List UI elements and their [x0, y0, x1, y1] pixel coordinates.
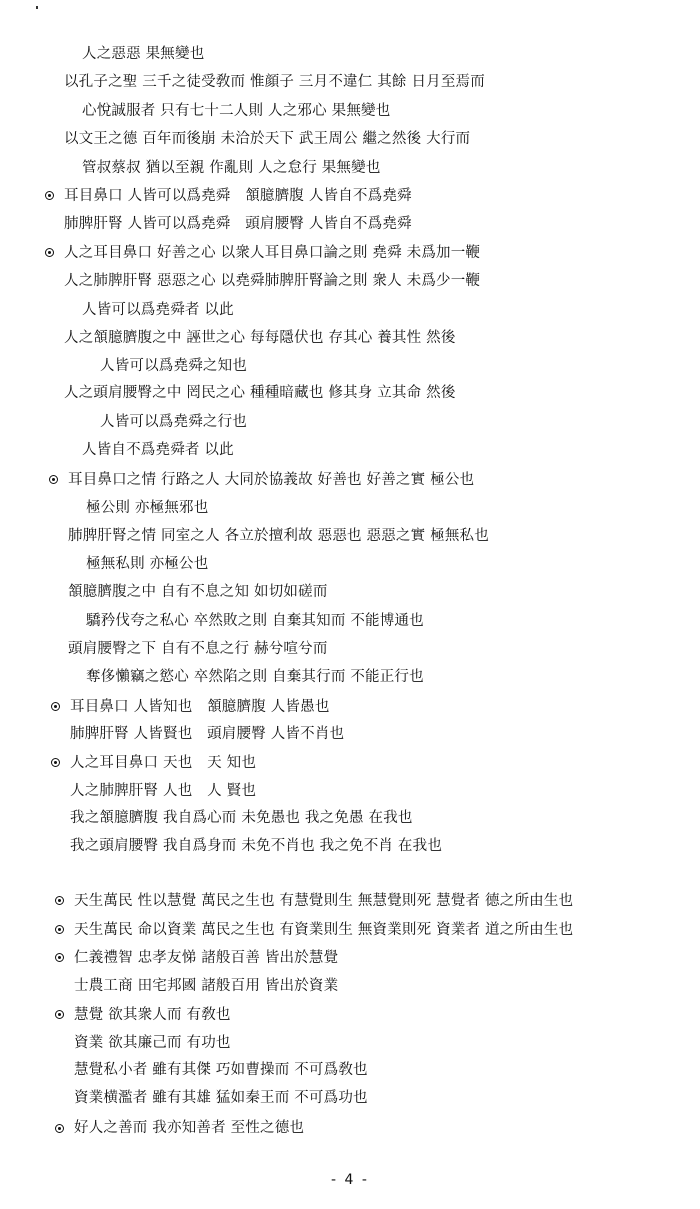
circle-bullet-icon: [51, 758, 60, 767]
text-line: 慧覺 欲其衆人而 有敎也: [74, 1007, 231, 1023]
text-line: 我之頭肩腰臀 我自爲身而 未免不肖也 我之免不肖 在我也: [70, 838, 443, 854]
text-line: 人皆可以爲堯舜之行也: [100, 414, 247, 430]
text-line: 仁義禮智 忠孝友悌 諸般百善 皆出於慧覺: [74, 950, 339, 966]
text-line: 以孔子之聖 三千之徒受敎而 惟顔子 三月不違仁 其餘 日月至焉而: [64, 74, 485, 90]
text-line: 人之惡惡 果無變也: [82, 46, 205, 62]
text-line: 頭肩腰臀之下 自有不息之行 赫兮喧兮而: [68, 641, 328, 657]
text-line: 肺脾肝腎 人皆賢也 頭肩腰臀 人皆不肖也: [70, 726, 345, 742]
scan-mark: [36, 6, 38, 9]
text-line: 慧覺私小者 雖有其傑 巧如曹操而 不可爲敎也: [74, 1062, 368, 1078]
text-line: 管叔蔡叔 猶以至親 作亂則 人之怠行 果無變也: [82, 160, 381, 176]
text-line: 人之耳目鼻口 好善之心 以衆人耳目鼻口論之則 堯舜 未爲加一鞭: [64, 245, 481, 261]
text-line: 極公則 亦極無邪也: [86, 500, 209, 516]
circle-bullet-icon: [45, 248, 54, 257]
text-line: 人之耳目鼻口 天也 天 知也: [70, 755, 257, 771]
text-line: 資業 欲其廉己而 有功也: [74, 1035, 231, 1051]
text-line: 好人之善而 我亦知善者 至性之德也: [74, 1120, 305, 1136]
text-line: 頷臆臍腹之中 自有不息之知 如切如磋而: [68, 584, 328, 600]
text-line: 耳目鼻口 人皆知也 頷臆臍腹 人皆愚也: [70, 699, 330, 715]
text-line: 耳目鼻口 人皆可以爲堯舜 頷臆臍腹 人皆自不爲堯舜: [64, 188, 412, 204]
circle-bullet-icon: [55, 1010, 64, 1019]
text-line: 驕矜伐夸之私心 卒然敗之則 自棄其知而 不能博通也: [86, 613, 424, 629]
text-line: 天生萬民 命以資業 萬民之生也 有資業則生 無資業則死 資業者 道之所由生也: [74, 922, 574, 938]
text-line: 人皆可以爲堯舜者 以此: [82, 302, 234, 318]
text-line: 人皆可以爲堯舜之知也: [100, 358, 247, 374]
circle-bullet-icon: [55, 925, 64, 934]
text-line: 人之頷臆臍腹之中 誣世之心 每每隱伏也 存其心 養其性 然後: [64, 330, 456, 346]
text-line: 資業横濫者 雖有其雄 猛如秦王而 不可爲功也: [74, 1090, 368, 1106]
text-line: 肺脾肝腎 人皆可以爲堯舜 頭肩腰臀 人皆自不爲堯舜: [64, 216, 412, 232]
text-line: 耳目鼻口之情 行路之人 大同於協義故 好善也 好善之實 極公也: [68, 472, 475, 488]
circle-bullet-icon: [51, 702, 60, 711]
text-line: 以文王之德 百年而後崩 未洽於天下 武王周公 繼之然後 大行而: [64, 131, 471, 147]
text-line: 人之頭肩腰臀之中 罔民之心 種種暗藏也 修其身 立其命 然後: [64, 385, 456, 401]
text-line: 極無私則 亦極公也: [86, 556, 209, 572]
text-line: 士農工商 田宅邦國 諸般百用 皆出於資業: [74, 978, 339, 994]
text-line: 人之肺脾肝腎 惡惡之心 以堯舜肺脾肝腎論之則 衆人 未爲少一鞭: [64, 273, 481, 289]
circle-bullet-icon: [49, 475, 58, 484]
text-line: 天生萬民 性以慧覺 萬民之生也 有慧覺則生 無慧覺則死 慧覺者 德之所由生也: [74, 893, 574, 909]
circle-bullet-icon: [55, 896, 64, 905]
text-line: 心悅誠服者 只有七十二人則 人之邪心 果無變也: [82, 103, 391, 119]
circle-bullet-icon: [45, 191, 54, 200]
circle-bullet-icon: [55, 1124, 64, 1133]
text-line: 人之肺脾肝腎 人也 人 賢也: [70, 783, 257, 799]
text-line: 人皆自不爲堯舜者 以此: [82, 442, 234, 458]
text-line: 我之頷臆臍腹 我自爲心而 未免愚也 我之免愚 在我也: [70, 810, 413, 826]
text-line: 奪侈懶竊之慾心 卒然陷之則 自棄其行而 不能正行也: [86, 669, 424, 685]
page-number: - 4 -: [331, 1172, 369, 1188]
circle-bullet-icon: [55, 953, 64, 962]
text-line: 肺脾肝腎之情 同室之人 各立於擅利故 惡惡也 惡惡之實 極無私也: [68, 528, 489, 544]
